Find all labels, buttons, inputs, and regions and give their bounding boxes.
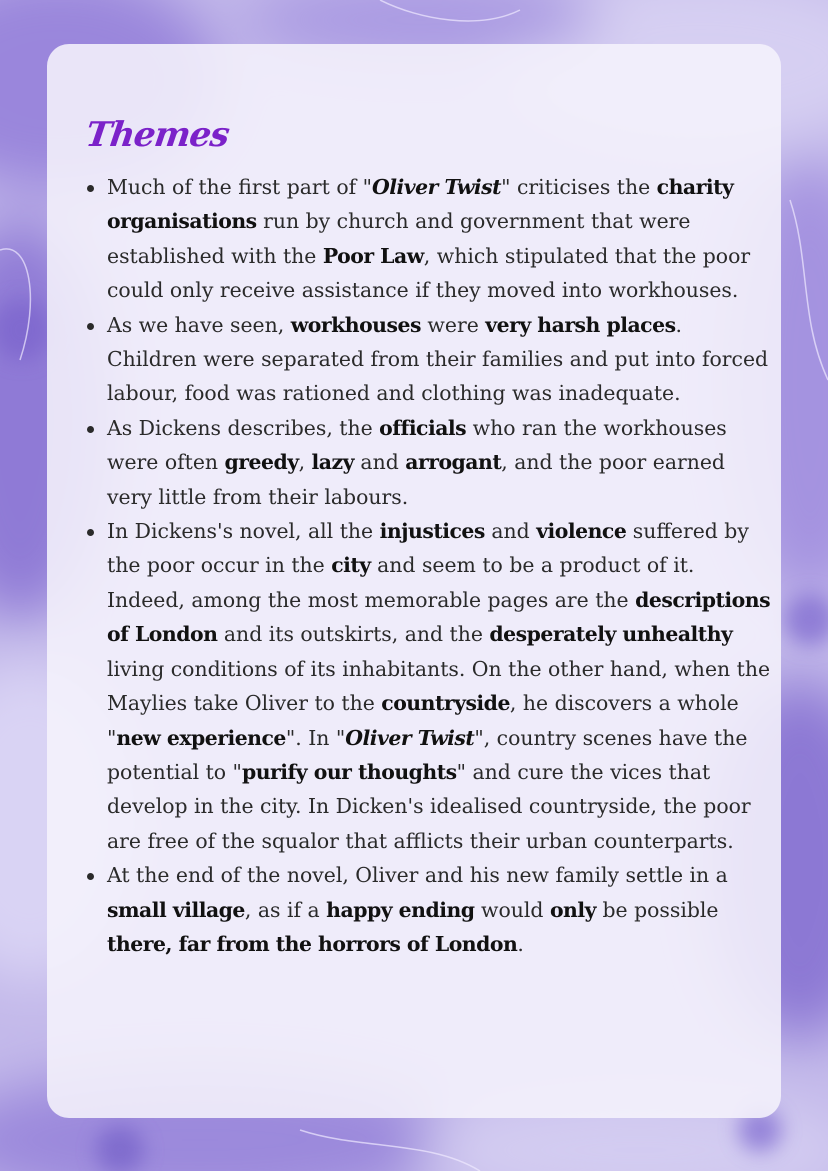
bullet-icon: [87, 873, 94, 880]
themes-list: [85, 170, 775, 961]
page-title: Themes: [83, 115, 232, 155]
list-item: At the end of the novel, Oliver and his new family settle in a small village, as if a happy ending would only be possible there, far from the horrors of London.: [85, 858, 775, 961]
list-item: In Dickens's novel, all the injustices and violence suffered by the poor occur in the city and seem to be a product of it. Indeed, among the most memorable pages are the descriptions of London and its outskirts, and the desperately unhealthy living conditions of its inhabitants. On the other hand, when the Maylies take Oliver to the countryside, he discovers a whole "new experience". In "Oliver Twist", country scenes have the potential to "purify our thoughts" and cure the vices that develop in the city. In Dicken's idealised countryside, the poor are free of the squalor that afflicts their urban counterparts.: [85, 514, 775, 858]
list-item: Much of the first part of "Oliver Twist" criticises the charity organisations run by church and government that were established with the Poor Law, which stipulated that the poor could only receive assistance if they moved into workhouses.: [85, 170, 775, 308]
list-item: As we have seen, workhouses were very harsh places. Children were separated from their families and put into forced labour, food was rationed and clothing was inadequate.: [85, 308, 775, 411]
bullet-icon: [87, 185, 94, 192]
bullet-icon: [87, 529, 94, 536]
list-item: As Dickens describes, the officials who ran the workhouses were often greedy, lazy and arrogant, and the poor earned very little from their labours.: [85, 411, 775, 514]
bullet-icon: [87, 323, 94, 330]
bullet-icon: [87, 426, 94, 433]
